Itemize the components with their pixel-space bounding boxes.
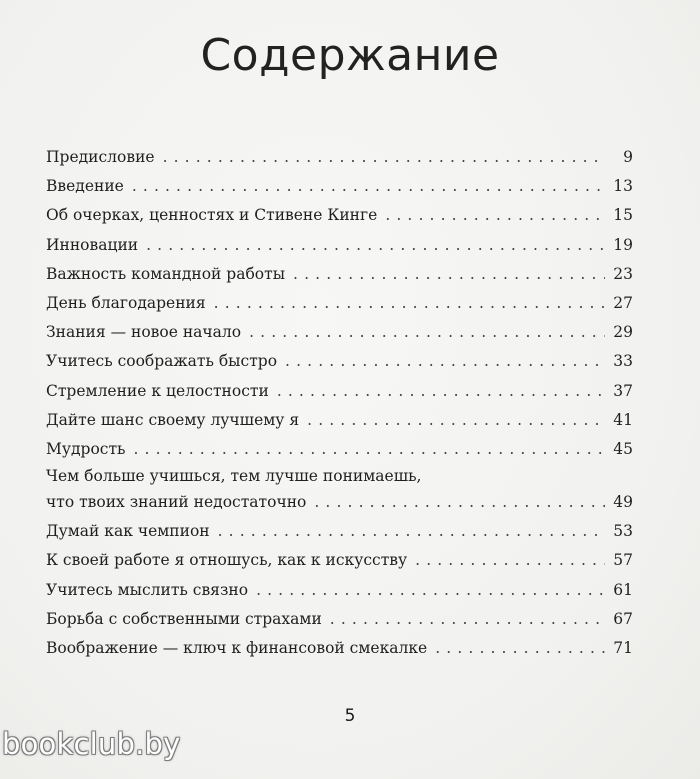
toc-entry-page: 37	[613, 381, 633, 400]
toc-entry-title: К своей работе я отношусь, как к искусству	[46, 551, 408, 570]
toc-entry-title: Стремление к целостности	[46, 381, 269, 400]
page-title: Содержание	[200, 30, 500, 81]
toc-entry	[46, 546, 633, 575]
toc-entry	[46, 464, 633, 517]
toc-entry-page: 23	[613, 264, 633, 283]
toc-leader-dots	[256, 576, 605, 605]
toc-entry-title: Инновации	[46, 235, 139, 254]
toc-entry-title: Об очерках, ценностях и Стивене Кинге	[46, 206, 378, 225]
toc-entry-page: 45	[613, 439, 633, 458]
toc-entry	[46, 634, 633, 663]
toc-entry-page: 15	[613, 206, 633, 225]
toc-leader-dots	[385, 201, 605, 230]
toc-entry-page: 71	[613, 639, 633, 658]
toc-entry-page: 9	[623, 148, 633, 166]
toc-entry-page: 53	[613, 522, 633, 541]
toc-leader-dots	[293, 260, 605, 289]
toc-leader-dots	[218, 517, 605, 546]
toc-entry-title: Введение	[46, 177, 124, 196]
toc-entry	[46, 576, 633, 605]
toc-entry	[46, 517, 633, 546]
toc-entry	[46, 347, 633, 376]
toc-entry-title: Важность командной работы	[46, 264, 286, 283]
toc-leader-dots	[133, 435, 605, 464]
page-number: 5	[344, 706, 356, 726]
toc-leader-dots	[132, 172, 605, 201]
toc-leader-dots	[415, 546, 605, 575]
toc-entry-title: Знания — новое начало	[46, 323, 242, 342]
toc-entry-page: 13	[613, 177, 633, 196]
toc-entry-title: Думай как чемпион	[46, 522, 210, 541]
toc-leader-dots	[285, 347, 605, 376]
toc-leader-dots	[146, 231, 605, 260]
toc-entry	[46, 260, 633, 289]
toc-entry	[46, 318, 633, 347]
toc-entry-page: 49	[613, 493, 633, 512]
toc-entry-page: 57	[613, 551, 633, 570]
toc-entry-page: 33	[613, 352, 633, 371]
toc-entry-title: Мудрость	[46, 439, 126, 458]
toc-entry	[46, 172, 633, 201]
toc-leader-dots	[277, 377, 605, 406]
toc-leader-dots	[330, 605, 605, 634]
toc-entry	[46, 143, 633, 172]
toc-entry-title: Учитесь соображать быстро	[46, 352, 278, 371]
toc-entry-page: 41	[613, 410, 633, 429]
toc-entry-page: 29	[613, 323, 633, 342]
toc-list	[46, 143, 633, 663]
toc-entry-page: 67	[613, 609, 633, 628]
toc-entry	[46, 435, 633, 464]
toc-entry-title: День благодарения	[46, 293, 206, 312]
toc-leader-dots	[163, 143, 605, 172]
toc-entry-page: 19	[613, 235, 633, 254]
toc-entry-title: Борьба с собственными страхами	[46, 609, 322, 628]
toc-entry-title: Дайте шанс своему лучшему я	[46, 410, 300, 429]
toc-entry	[46, 406, 633, 435]
toc-entry	[46, 231, 633, 260]
toc-entry	[46, 289, 633, 318]
site-watermark: bookclub.by	[2, 727, 181, 761]
toc-leader-dots	[214, 289, 605, 318]
toc-entry-title: Воображение — ключ к финансовой смекалке	[46, 639, 428, 658]
toc-leader-dots	[314, 488, 605, 517]
toc-leader-dots	[435, 634, 605, 663]
toc-entry-page: 61	[613, 580, 633, 599]
toc-entry-title: Предисловие	[46, 148, 155, 166]
toc-entry-title: Учитесь мыслить связно	[46, 580, 249, 599]
toc-entry	[46, 201, 633, 230]
toc-entry-title: что твоих знаний недостаточно	[46, 493, 307, 512]
toc-leader-dots	[307, 406, 605, 435]
toc-entry	[46, 377, 633, 406]
toc-entry-page: 27	[613, 293, 633, 312]
toc-entry	[46, 605, 633, 634]
toc-leader-dots	[249, 318, 605, 347]
toc-entry-title-line1: Чем больше учишься, тем лучше понимаешь,	[46, 467, 422, 486]
